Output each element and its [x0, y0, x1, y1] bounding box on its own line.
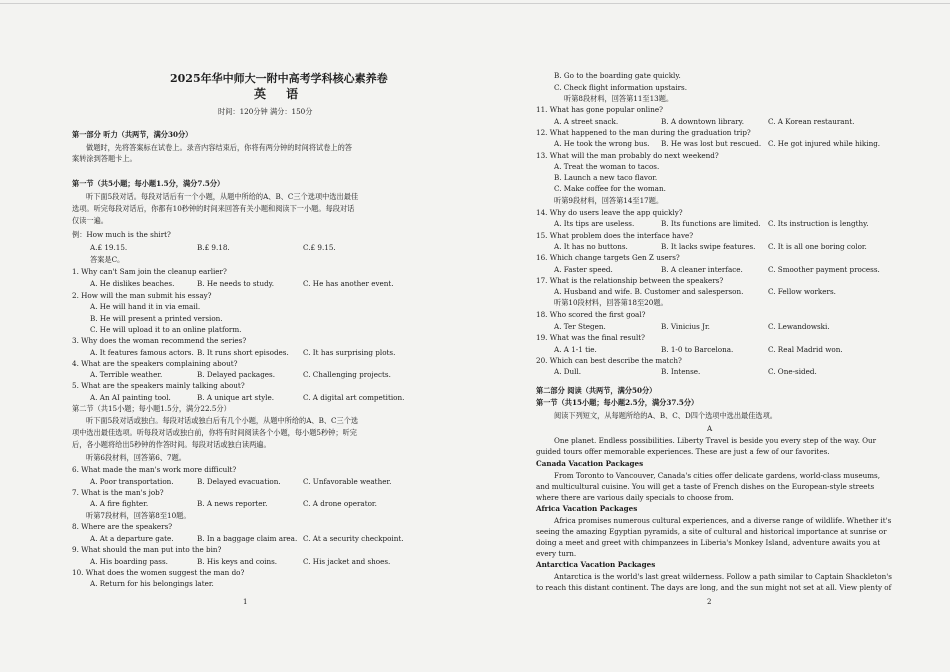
- option: C. Challenging projects.: [303, 370, 391, 379]
- option: B. A news reporter.: [197, 499, 268, 508]
- option: B. Intense.: [661, 367, 701, 376]
- option: A. It has no buttons.: [554, 242, 628, 251]
- question: 4. What are the speakers complaining about?: [72, 359, 238, 368]
- option: A. Dull.: [554, 367, 582, 376]
- example-question: 例：How much is the shirt?: [72, 230, 171, 239]
- part2-heading: 第二部分 阅读（共两节，满分50分）: [536, 386, 657, 395]
- option: C. Real Madrid won.: [768, 345, 843, 354]
- option: A. A fire fighter.: [90, 499, 149, 508]
- passage-subheading: Africa Vacation Packages: [536, 504, 638, 513]
- passage-line: Africa promises numerous cultural experiences, and a diverse range of wildlife. Whether it's: [554, 516, 892, 525]
- option: C. He has another event.: [303, 279, 394, 288]
- material-note: 听第8段材料，回答第11至13题。: [564, 94, 674, 103]
- option: A. Terrible weather.: [90, 370, 163, 379]
- question: 17. What is the relationship between the speakers?: [536, 276, 724, 285]
- option: B. He was lost but rescued.: [661, 139, 762, 148]
- option: B. Go to the boarding gate quickly.: [554, 71, 681, 80]
- option: C. Its instruction is lengthy.: [768, 219, 869, 228]
- option: C. It has surprising plots.: [303, 348, 396, 357]
- option: C. One-sided.: [768, 367, 817, 376]
- option: A. A 1-1 tie.: [554, 345, 597, 354]
- option: C. Make coffee for the woman.: [554, 184, 666, 193]
- passage-line: From Toronto to Vancouver, Canada's cities offer delicate gardens, world-class museums,: [554, 471, 881, 480]
- option: C. A digital art competition.: [303, 393, 405, 402]
- material-note: 听第6段材料，回答第6、7题。: [86, 453, 186, 462]
- question: 7. What is the man's job?: [72, 488, 164, 497]
- question: 6. What made the man's work more difficult?: [72, 465, 237, 474]
- passage-line: and multicultural cuisine. You will get a taste of French dishes on the European-style streets: [536, 482, 875, 491]
- option: B. A unique art style.: [197, 393, 275, 402]
- passage-line: One planet. Endless possibilities. Liberty Travel is beside you every step of the way. Our: [554, 436, 877, 445]
- instruction-line: 听下面5段对话。每段对话后有一个小题，从题中所给的A、B、C三个选项中选出最佳: [86, 192, 359, 201]
- option: A. Husband and wife. B. Customer and salesperson.: [554, 287, 744, 296]
- passage-subheading: Antarctica Vacation Packages: [536, 560, 656, 569]
- question: 3. Why does the woman recommend the series?: [72, 336, 247, 345]
- material-note: 听第9段材料，回答第14至17题。: [554, 196, 664, 205]
- passage-line: doing a meet and greet with chimpanzees in Liberia's Monkey Island, adventure awaits you at: [536, 538, 881, 547]
- question: 19. What was the final result?: [536, 333, 645, 342]
- option: C. A Korean restaurant.: [768, 117, 855, 126]
- passage-line: to reach this distant continent. The days are long, and the sun might not set at all. View plenty of: [536, 583, 892, 592]
- option: A. Poor transportation.: [90, 477, 174, 486]
- question: 13. What will the man probably do next weekend?: [536, 151, 719, 160]
- part1-heading: 第一部分 听力（共两节，满分30分）: [72, 130, 193, 139]
- option: C. He got injured while hiking.: [768, 139, 881, 148]
- question: 14. Why do users leave the app quickly?: [536, 208, 683, 217]
- option: A. A street snack.: [554, 117, 619, 126]
- option: C. He will upload it to an online platform.: [90, 325, 242, 334]
- instruction-line: 仅读一遍。: [72, 216, 108, 225]
- question: 12. What happened to the man during the graduation trip?: [536, 128, 751, 137]
- part2-section1-heading: 第一节（共15小题；每小题2.5分，满分37.5分）: [536, 398, 699, 407]
- option: B. A downtown library.: [661, 117, 745, 126]
- question: 15. What problem does the interface have?: [536, 231, 694, 240]
- passage-subheading: Canada Vacation Packages: [536, 459, 644, 468]
- option: B. Delayed evacuation.: [197, 477, 281, 486]
- instruction-line: 阅读下列短文，从每题所给的A、B、C、D四个选项中选出最佳选项。: [554, 411, 777, 420]
- section2-heading: 第二节（共15小题；每小题1.5分，满分22.5分）: [72, 404, 231, 413]
- option: A. He took the wrong bus.: [554, 139, 650, 148]
- option: A. It features famous actors.: [90, 348, 194, 357]
- option: C. Lewandowski.: [768, 322, 830, 331]
- option: B. Its functions are limited.: [661, 219, 761, 228]
- option: B. His keys and coins.: [197, 557, 278, 566]
- instruction-line: 听下面5段对话或独白。每段对话或独白后有几个小题，从题中所给的A、B、C三个选: [86, 416, 359, 425]
- option: A. At a departure gate.: [90, 534, 174, 543]
- question: 20. Which can best describe the match?: [536, 356, 682, 365]
- option: C. At a security checkpoint.: [303, 534, 404, 543]
- option: B. In a baggage claim area.: [197, 534, 298, 543]
- option: B. A cleaner interface.: [661, 265, 743, 274]
- subject-title: 英 语: [254, 87, 307, 101]
- option: B.£ 9.18.: [197, 243, 230, 252]
- passage-line: guided tours offer memorable experiences. These are just a few of our favorites.: [536, 447, 830, 456]
- option: B. Delayed packages.: [197, 370, 276, 379]
- question: 2. How will the man submit his essay?: [72, 291, 212, 300]
- option: A. Ter Stegen.: [554, 322, 606, 331]
- question: 8. Where are the speakers?: [72, 522, 173, 531]
- passage-line: Antarctica is the world's last great wilderness. Follow a path similar to Captain Shackleton's: [554, 572, 892, 581]
- option: A. Faster speed.: [554, 265, 613, 274]
- option: B. He needs to study.: [197, 279, 275, 288]
- question: 11. What has gone popular online?: [536, 105, 663, 114]
- option: A. Treat the woman to tacos.: [554, 162, 660, 171]
- material-note: 听第10段材料，回答第18至20题。: [554, 298, 668, 307]
- question: 18. Who scored the first goal?: [536, 310, 646, 319]
- exam-title: 2025年华中师大一附中高考学科核心素养卷: [170, 72, 388, 85]
- option: B. 1-0 to Barcelona.: [661, 345, 734, 354]
- option: C. His jacket and shoes.: [303, 557, 391, 566]
- section1-heading: 第一节（共5小题；每小题1.5分，满分7.5分）: [72, 179, 225, 188]
- option: A. Its tips are useless.: [554, 219, 635, 228]
- option: C. Check flight information upstairs.: [554, 83, 688, 92]
- instruction-line: 后，各小题将给出5秒钟的作答时间。每段对话或独白读两遍。: [72, 440, 271, 449]
- question: 16. Which change targets Gen Z users?: [536, 253, 680, 262]
- question: 1. Why can't Sam join the cleanup earlier?: [72, 267, 227, 276]
- instruction-line: 项中选出最佳选项。听每段对话或独白前，你将有时间阅读各个小题，每小题5秒钟；听完: [72, 428, 357, 437]
- option: B. He will present a printed version.: [90, 314, 223, 323]
- material-note: 听第7段材料，回答第8至10题。: [86, 511, 191, 520]
- option: C. Unfavorable weather.: [303, 477, 392, 486]
- question: 9. What should the man put into the bin?: [72, 545, 222, 554]
- option: C.£ 9.15.: [303, 243, 336, 252]
- instruction-line: 案转涂到答题卡上。: [72, 154, 137, 163]
- option: A. He will hand it in via email.: [90, 302, 201, 311]
- instruction-line: 做题时，先将答案标在试卷上。录音内容结束后，你将有两分钟的时间将试卷上的答: [86, 143, 352, 152]
- page-2: [536, 0, 892, 672]
- example-answer: 答案是C。: [90, 255, 125, 264]
- question: 10. What does the women suggest the man do?: [72, 568, 245, 577]
- passage-line: every turn.: [536, 549, 577, 558]
- option: A. Return for his belongings later.: [90, 579, 214, 588]
- option: C. Smoother payment process.: [768, 265, 880, 274]
- option: B. Vinicius Jr.: [661, 322, 710, 331]
- page-number: 1: [243, 598, 248, 606]
- option: A. His boarding pass.: [90, 557, 168, 566]
- time-info: 时间：120分钟 满分：150分: [218, 107, 313, 116]
- option: A. He dislikes beaches.: [90, 279, 175, 288]
- passage-line: where there are various daily specials to choose from.: [536, 493, 734, 502]
- instruction-line: 选项。听完每段对话后，你都有10秒钟的时间来回答有关小题和阅读下一小题。每段对话: [72, 204, 355, 213]
- option: C. Fellow workers.: [768, 287, 836, 296]
- option: C. It is all one boring color.: [768, 242, 867, 251]
- option: A. An AI painting tool.: [90, 393, 171, 402]
- passage-line: seeing the amazing Egyptian pyramids, a site of cultural and historical importance at sunrise or: [536, 527, 887, 536]
- option: B. It runs short episodes.: [197, 348, 289, 357]
- option: C. A drone operator.: [303, 499, 377, 508]
- page-number: 2: [707, 598, 712, 606]
- option: B. Launch a new taco flavor.: [554, 173, 658, 182]
- option: A.£ 19.15.: [90, 243, 128, 252]
- page-1: [72, 0, 472, 672]
- question: 5. What are the speakers mainly talking about?: [72, 381, 245, 390]
- option: B. It lacks swipe features.: [661, 242, 756, 251]
- passage-label: A: [707, 424, 713, 433]
